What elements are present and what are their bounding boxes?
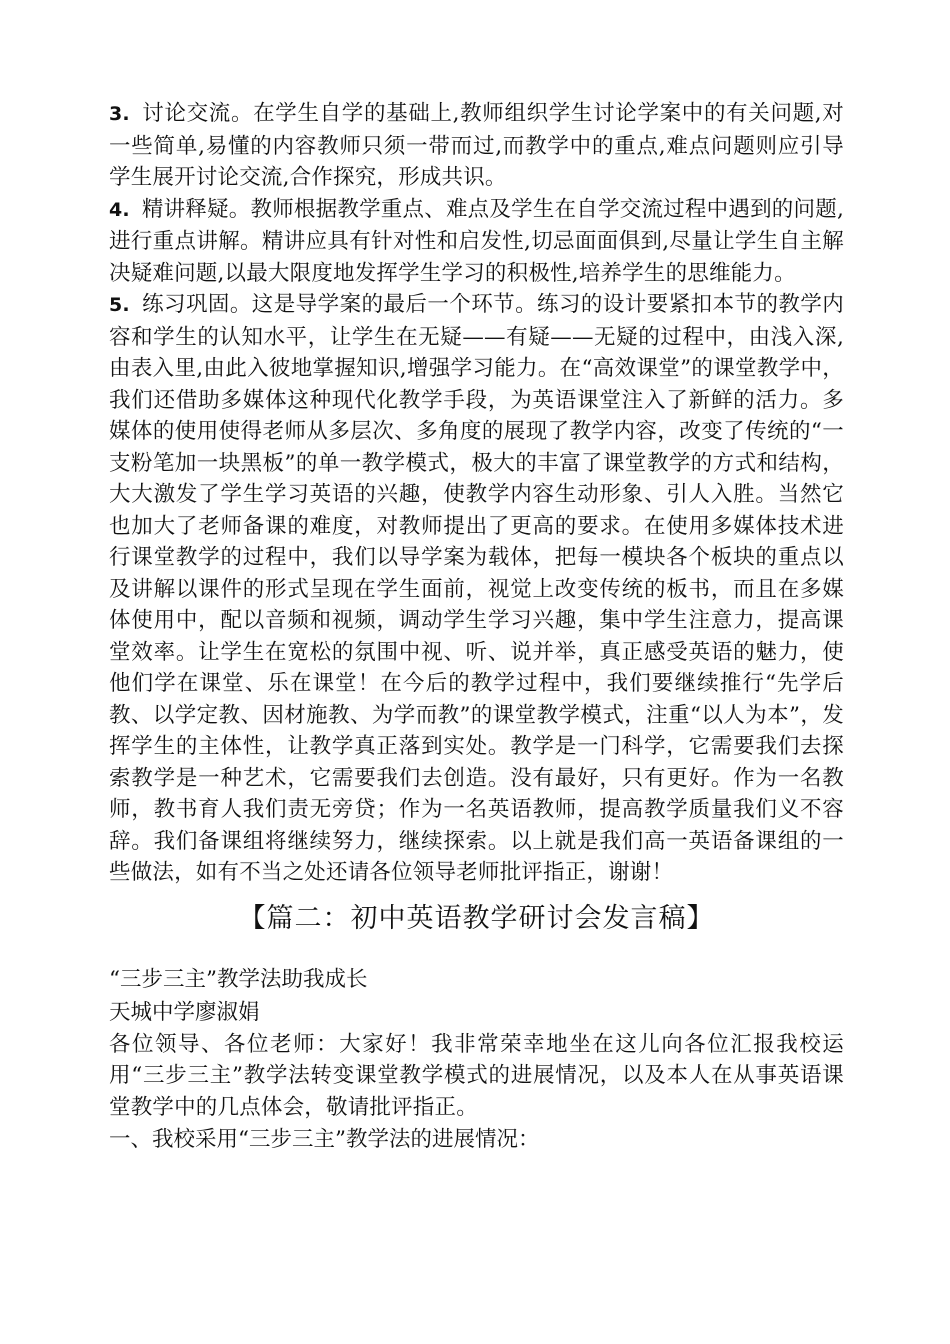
opening-paragraph: 各位领导、各位老师：大家好！我非常荣幸地坐在这儿向各位汇报我校运用“三步三主”教学法转变课堂教学模式的进展情况，以及本人在从事英语课堂教学中的几点体会，敬请批评指正。 [109,1031,844,1120]
item-text: 练习巩固。这是导学案的最后一个环节。练习的设计要紧扣本节的教学内容和学生的认知水平，让学生在无疑——有疑——无疑的过程中，由浅入深,由表入里,由此入彼地掌握知识,增强学习能力。在“高效课堂”的课堂教学中，我们还借助多媒体这种现代化教学手段，为英语课堂注入了新鲜的活力。多媒体的使用使得老师从多层次、多角度的展现了教学内容，改变了传统的“一支粉笔加一块黑板”的单一教学模式，极大的丰富了课堂教学的方式和结构，大大激发了学生学习英语的兴趣，使教学内容生动形象、引人入胜。当然它也加大了老师备课的难度，对教师提出了更高的要求。在使用多媒体技术进行课堂教学的过程中，我们以导学案为载体，把每一模块各个板块的重点以及讲解以课件的形式呈现在学生面前，视觉上改变传统的板书，而且在多媒体使用中，配以音频和视频，调动学生学习兴趣，集中学生注意力，提高课堂效率。让学生在宽松的氛围中视、听、说并举，真正感受英语的魅力，使他们学在课堂、乐在课堂！在今后的教学过程中，我们要继续推行“先学后教、以学定教、因材施教、为学而教”的课堂教学模式，注重“以人为本”，发挥学生的主体性，让教学真正落到实处。教学是一门科学，它需要我们去探索教学是一种艺术，它需要我们去创造。没有最好，只有更好。作为一名教师，教书育人我们责无旁贷；作为一名英语教师，提高教学质量我们义不容辞。我们备课组将继续努力，继续探索。以上就是我们高一英语备课组的一些做法，如有不当之处还请各位领导老师批评指正，谢谢！ [109,292,844,885]
author-line: 天城中学廖淑娟 [109,999,260,1025]
item-number: 5. [109,294,130,316]
speech-title: “三步三主”教学法助我成长 [109,966,368,992]
item-explanation [109,194,844,290]
item-number: 4. [109,198,130,221]
item-discussion [109,98,844,194]
item-number: 3. [109,103,130,125]
item-text: 讨论交流。在学生自学的基础上,教师组织学生讨论学案中的有关问题,对一些简单,易懂的内容教师只须一带而过,而教学中的重点,难点问题则应引导学生展开讨论交流,合作探究，形成共识。 [109,101,844,190]
section-one-heading: 一、我校采用“三步三主”教学法的进展情况： [109,1127,540,1152]
document-page [109,98,844,1156]
section-heading: 【篇二：初中英语教学研讨会发言稿】 [238,902,715,934]
item-text: 精讲释疑。教师根据教学重点、难点及学生在自学交流过程中遇到的问题,进行重点讲解。精讲应具有针对性和启发性,切忌面面俱到,尽量让学生自主解决疑难问题,以最大限度地发挥学生学习的积极性,培养学生的思维能力。 [109,196,844,286]
item-practice [109,289,844,889]
